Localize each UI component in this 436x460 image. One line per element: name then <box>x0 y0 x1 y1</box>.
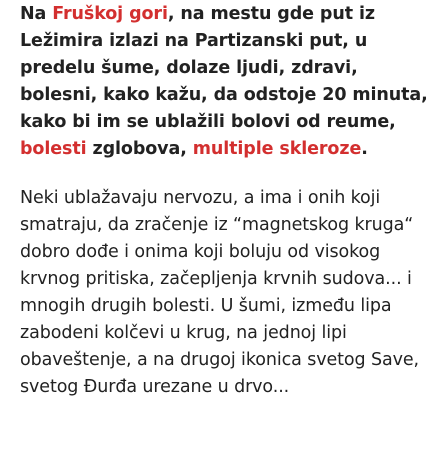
lead-text-2: , na mestu gde put iz Ležimira izlazi na Partizanski put, u predelu šume, dolaze ljudi, zdravi, bolesni, kako kažu, da odstoje 20 minuta, kako bi im se ublažili bolovi od reume, <box>20 4 428 132</box>
body-paragraph: Neki ublažavaju nervozu, a ima i onih koji smatraju, da zračenje iz “magnetskog kruga“ dobro dođe i onima koji boluju od visokog krvnog pritiska, začepljenja krvnih sudova... i mnogih drugih bolesti. U šumi, između lipa zabodeni kolčevi u krug, na jednoj lipi obaveštenje, a na drugoj ikonica svetog Save, svetog Đurđa urezane u drvo... <box>20 188 419 397</box>
article-body <box>20 0 430 401</box>
lead-text-1: Na <box>20 4 53 24</box>
lead-paragraph <box>20 0 430 163</box>
link-bolesti[interactable]: bolesti <box>20 139 87 159</box>
link-multiple-skleroze[interactable]: multiple skleroze <box>192 139 362 159</box>
link-fruska-gora[interactable]: Fruškoj gori <box>52 4 168 24</box>
lead-text-4: . <box>361 139 368 159</box>
lead-text-3: zglobova, <box>86 139 193 159</box>
